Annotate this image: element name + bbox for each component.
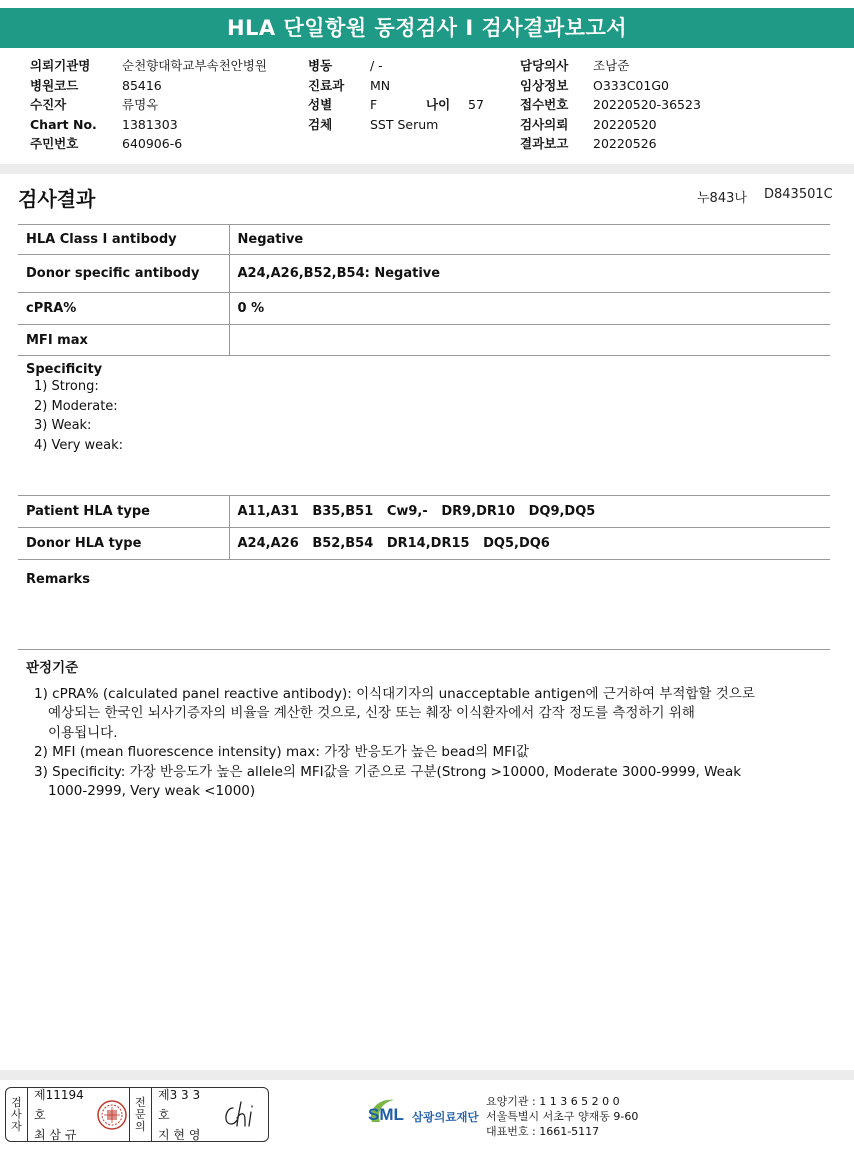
specialist-label-char: 문 — [135, 1107, 146, 1121]
info-value: F — [370, 97, 378, 112]
info-value: 640906-6 — [122, 136, 183, 151]
info-label: 병동 — [308, 58, 333, 73]
info-label: 수진자 — [30, 97, 67, 112]
info-label: 성별 — [308, 97, 333, 112]
info-mid-block — [308, 56, 484, 134]
hla-key: Patient HLA type — [18, 496, 229, 528]
tester-license: 제11194호 — [34, 1087, 84, 1122]
info-label: 임상정보 — [520, 77, 569, 93]
tester-info — [28, 1088, 94, 1141]
result-value: 0 % — [229, 293, 830, 325]
tester-label-char: 검 — [11, 1095, 22, 1109]
info-label: 병원코드 — [30, 77, 79, 93]
specificity-item: 4) Very weak: — [34, 437, 124, 453]
handwritten-signature-icon — [214, 1088, 268, 1141]
info-label: 결과보고 — [520, 136, 569, 151]
result-value — [229, 325, 830, 356]
criteria-line: 1000-2999, Very weak <1000) — [48, 783, 256, 799]
specificity-item: 1) Strong: — [34, 379, 99, 394]
info-value: O333C01G0 — [593, 77, 669, 93]
institution-code: 요양기관 : 1 1 3 6 5 2 0 0 — [486, 1095, 620, 1108]
table-row — [18, 325, 830, 356]
info-label: 검체 — [308, 116, 333, 132]
hla-value: A24,A26 B52,B54 DR14,DR15 DQ5,DQ6 — [229, 528, 830, 560]
info-value: 20220526 — [593, 136, 657, 151]
result-code-2: D843501C — [764, 187, 833, 202]
seal-stamp-icon — [94, 1088, 130, 1141]
specificity-section — [18, 356, 830, 495]
result-key: MFI max — [18, 325, 229, 356]
results-title: 검사결과 — [18, 187, 96, 211]
svg-text:SML: SML — [368, 1105, 404, 1124]
info-value: 순천향대학교부속천안병원 — [122, 58, 267, 73]
criteria-line: 이용됩니다. — [48, 724, 118, 741]
info-label: 주민번호 — [30, 136, 79, 151]
specificity-title: Specificity — [26, 362, 103, 377]
specialist-license: 제3 3 3 호 — [158, 1087, 201, 1122]
info-label: 진료과 — [308, 77, 345, 93]
table-row — [18, 528, 830, 560]
sml-logo-icon — [366, 1094, 406, 1130]
criteria-title: 판정기준 — [26, 660, 79, 676]
hla-type-table — [18, 495, 830, 560]
age-value: 57 — [468, 97, 484, 112]
sml-org-name: 삼광의료재단 — [412, 1110, 479, 1124]
section-divider — [0, 164, 854, 174]
table-row — [18, 293, 830, 325]
info-label: 의뢰기관명 — [30, 58, 91, 73]
specialist-name: 지 현 영 — [158, 1127, 201, 1142]
table-row — [18, 225, 830, 255]
info-value: 류명옥 — [122, 97, 159, 112]
result-code-1: 누843나 — [697, 191, 747, 206]
info-value: 1381303 — [122, 116, 178, 132]
info-label: Chart No. — [30, 116, 97, 132]
results-table — [18, 224, 830, 356]
info-value: 20220520-36523 — [593, 97, 701, 112]
tester-label-char: 사 — [11, 1107, 22, 1121]
corp-phone: 대표번호 : 1661-5117 — [486, 1125, 600, 1138]
footer-divider — [0, 1070, 854, 1080]
signature-box — [5, 1087, 269, 1142]
age-label: 나이 — [426, 97, 451, 112]
specialist-info — [152, 1088, 214, 1141]
criteria-line: 3) Specificity: 가장 반응도가 높은 allele의 MFI값을 기준으로 구분(Strong >10000, Moderate 3000-9999, Weak — [34, 763, 742, 780]
remarks-section — [18, 560, 830, 650]
result-key: cPRA% — [18, 293, 229, 325]
specificity-item: 3) Weak: — [34, 418, 92, 433]
specialist-label-char: 의 — [135, 1119, 146, 1133]
info-label: 검사의뢰 — [520, 116, 569, 132]
sml-logo — [366, 1094, 479, 1130]
result-value: A24,A26,B52,B54: Negative — [229, 255, 830, 293]
tester-label-char: 자 — [11, 1119, 22, 1133]
table-row — [18, 496, 830, 528]
info-value: MN — [370, 77, 391, 93]
info-label: 담당의사 — [520, 58, 569, 73]
result-value: Negative — [229, 225, 830, 255]
info-value: / - — [370, 58, 383, 73]
specialist-label-char: 전 — [135, 1095, 146, 1109]
info-right-block — [520, 56, 701, 154]
corp-address: 서울특별시 서초구 양재동 9-60 — [486, 1110, 639, 1123]
info-value: 85416 — [122, 77, 162, 93]
criteria-line: 1) cPRA% (calculated panel reactive antibody): 이식대기자의 unacceptable antigen에 근거하여 부적합할 것으로 — [34, 685, 755, 702]
specialist-label — [130, 1088, 152, 1141]
info-label: 접수번호 — [520, 97, 569, 112]
info-left-block — [30, 56, 267, 154]
criteria-line: 예상되는 한국인 뇌사기증자의 비율을 계산한 것으로, 신장 또는 췌장 이식환자에서 감작 정도를 측정하기 위해 — [48, 705, 695, 721]
criteria-line: 2) MFI (mean fluorescence intensity) max: 가장 반응도가 높은 bead의 MFI값 — [34, 744, 529, 760]
criteria-section — [26, 659, 786, 802]
info-value: 조남준 — [593, 58, 630, 73]
info-value: 20220520 — [593, 116, 657, 132]
tester-name: 최 삼 규 — [34, 1127, 77, 1142]
result-key: HLA Class I antibody — [18, 225, 229, 255]
table-row — [18, 255, 830, 293]
specificity-item: 2) Moderate: — [34, 398, 118, 414]
hla-value: A11,A31 B35,B51 Cw9,- DR9,DR10 DQ9,DQ5 — [229, 496, 830, 528]
tester-label — [6, 1088, 28, 1141]
result-key: Donor specific antibody — [18, 255, 229, 293]
report-title: HLA 단일항원 동정검사 I 검사결과보고서 — [0, 8, 854, 48]
corp-info — [486, 1094, 638, 1139]
info-value: SST Serum — [370, 116, 439, 132]
remarks-title: Remarks — [26, 572, 90, 587]
hla-key: Donor HLA type — [18, 528, 229, 560]
